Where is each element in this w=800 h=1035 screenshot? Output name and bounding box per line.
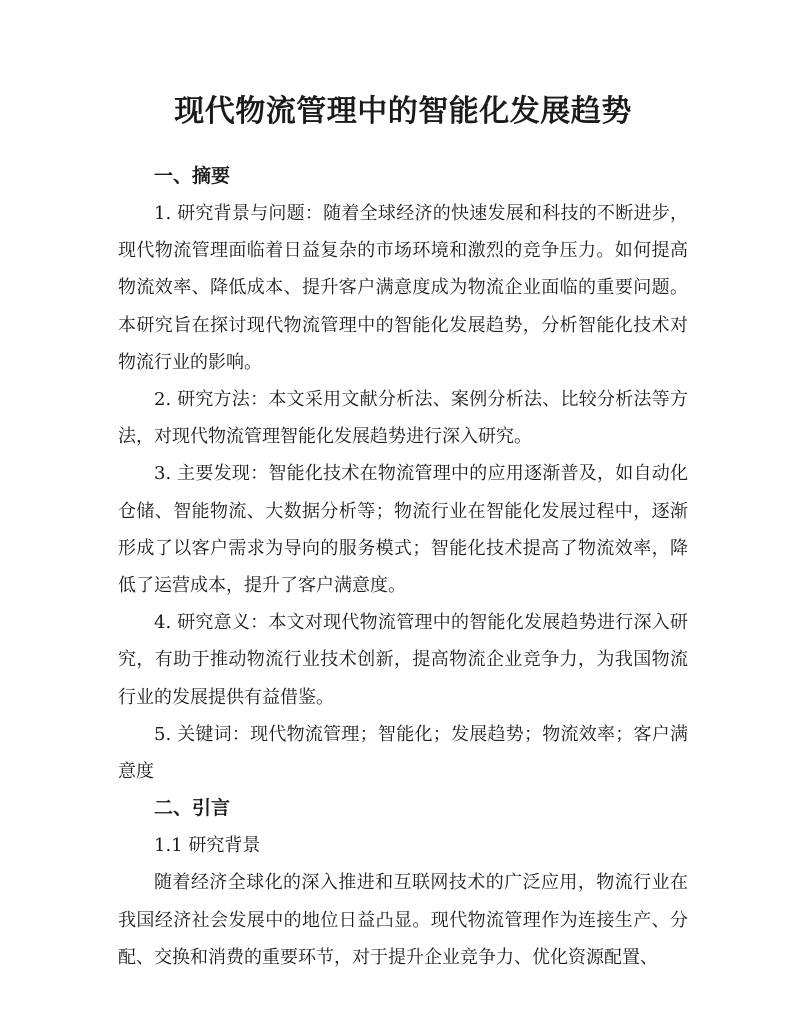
abstract-paragraph-background: 1. 研究背景与问题：随着全球经济的快速发展和科技的不断进步，现代物流管理面临着日益复杂的市场环境和激烈的竞争压力。如何提高物流效率、降低成本、提升客户满意度成为物流企业面临的重要问题。本研究旨在探讨现代物流管理中的智能化发展趋势，分析智能化技术对物流行业的影响。 — [118, 203, 688, 373]
abstract-paragraph-method: 2. 研究方法：本文采用文献分析法、案例分析法、比较分析法等方法，对现代物流管理智能化发展趋势进行深入研究。 — [118, 389, 688, 448]
subsection-heading-background: 1.1 研究背景 — [154, 835, 261, 857]
abstract-paragraph-keywords: 5. 关键词：现代物流管理；智能化；发展趋势；物流效率；客户满意度 — [118, 723, 688, 783]
abstract-paragraph-findings: 3. 主要发现：智能化技术在物流管理中的应用逐渐普及，如自动化仓储、智能物流、大数据分析等；物流行业在智能化发展过程中，逐渐形成了以客户需求为导向的服务模式；智能化技术提高了物流效率，降低了运营成本，提升了客户满意度。 — [118, 463, 688, 597]
introduction-paragraph: 随着经济全球化的深入推进和互联网技术的广泛应用，物流行业在我国经济社会发展中的地位日益凸显。现代物流管理作为连接生产、分配、交换和消费的重要环节，对于提升企业竞争力、优化资源配置、 — [118, 872, 688, 968]
section-abstract — [118, 158, 688, 790]
abstract-paragraph-significance: 4. 研究意义：本文对现代物流管理中的智能化发展趋势进行深入研究，有助于推动物流行业技术创新，提高物流企业竞争力，为我国物流行业的发展提供有益借鉴。 — [118, 612, 688, 708]
section-heading-introduction: 二、引言 — [154, 797, 231, 820]
section-heading-abstract: 一、摘要 — [154, 165, 231, 187]
section-introduction — [118, 790, 688, 976]
document-title: 现代物流管理中的智能化发展趋势 — [174, 94, 632, 129]
